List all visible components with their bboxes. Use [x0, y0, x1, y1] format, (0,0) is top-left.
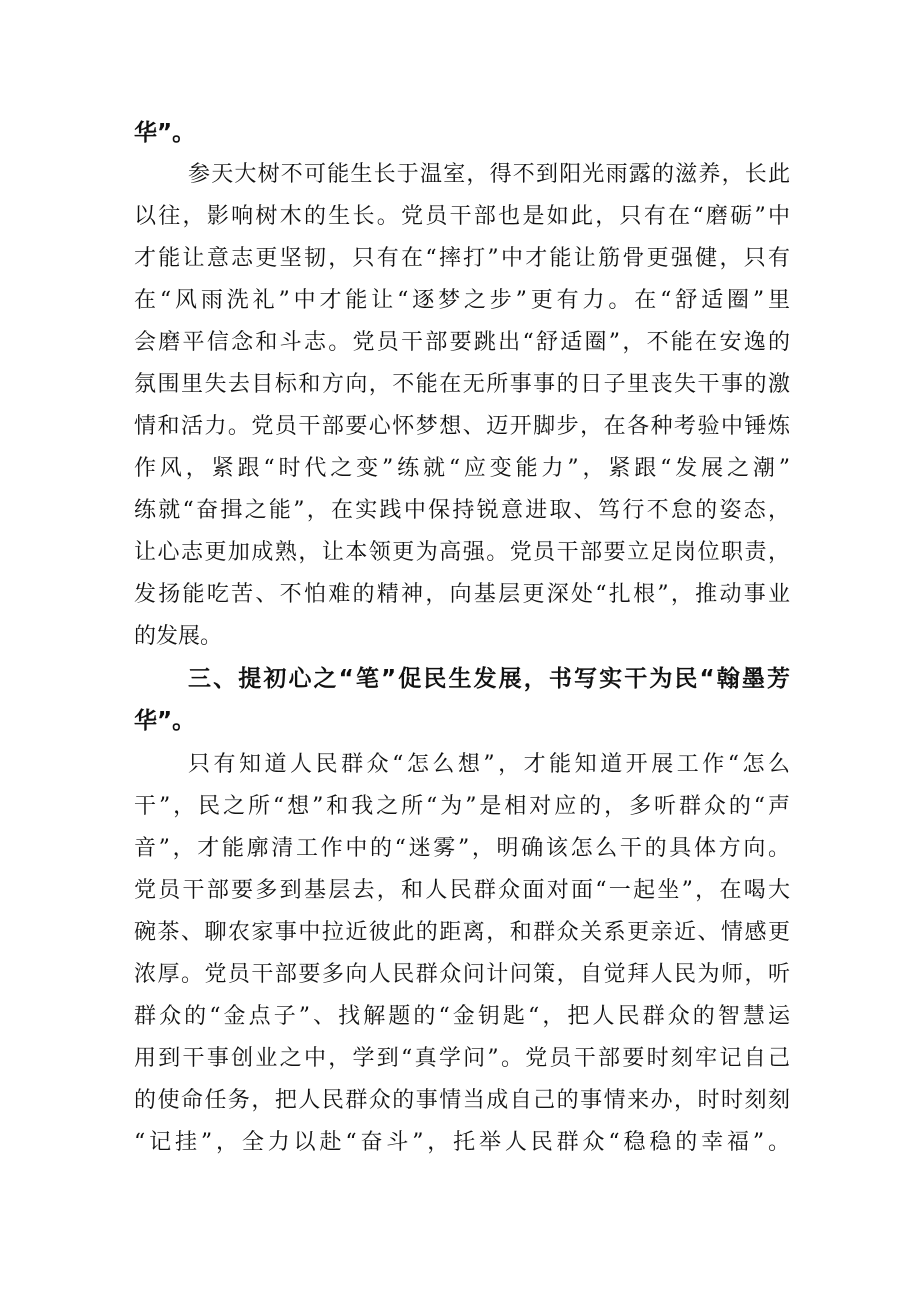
paragraph-line: “记挂”，全力以赴“奋斗”，托举人民群众“稳稳的幸福”。	[134, 1130, 790, 1155]
paragraph-line: 会磨平信念和斗志。党员干部要跳出“舒适圈”，不能在安逸的	[134, 330, 790, 355]
paragraph-line: 练就“奋揖之能”，在实践中保持锐意进取、笃行不怠的姿态，	[134, 498, 790, 523]
paragraph-line: 群众的“金点子”、找解题的“金钥匙“，把人民群众的智慧运	[134, 1004, 790, 1029]
paragraph-line: 只有知道人民群众“怎么想”，才能知道开展工作“怎么	[188, 752, 790, 777]
paragraph-line: 的使命任务，把人民群众的事情当成自己的事情来办，时时刻刻	[134, 1088, 790, 1113]
paragraph-line: 浓厚。党员干部要多向人民群众问计问策，自觉拜人民为师，听	[134, 962, 790, 987]
paragraph-line: 的发展。	[134, 624, 223, 649]
paragraph-line: 才能让意志更坚韧，只有在“摔打”中才能让筋骨更强健，只有	[134, 246, 790, 271]
heading-line: 三、提初心之“笔”促民生发展，书写实干为民“翰墨芳	[188, 666, 790, 692]
paragraph-line: 在“风雨洗礼”中才能让“逐梦之步”更有力。在“舒适圈”里	[134, 288, 790, 313]
paragraph-line: 情和活力。党员干部要心怀梦想、迈开脚步，在各种考验中锤炼	[134, 414, 790, 439]
paragraph-line: 干”，民之所“想”和我之所“为”是相对应的，多听群众的“声	[134, 794, 790, 819]
paragraph-line: 以往，影响树木的生长。党员干部也是如此，只有在“磨砺”中	[134, 204, 790, 229]
section-heading-tail: 华”。	[134, 120, 196, 146]
heading-line: 华”。	[134, 708, 196, 734]
paragraph-line: 参天大树不可能生长于温室，得不到阳光雨露的滋养，长此	[188, 162, 790, 187]
paragraph-line: 发扬能吃苦、不怕难的精神，向基层更深处“扎根”，推动事业	[134, 582, 790, 607]
paragraph-line: 氛围里失去目标和方向，不能在无所事事的日子里丧失干事的激	[134, 372, 790, 397]
paragraph-line: 党员干部要多到基层去，和人民群众面对面“一起坐”，在喝大	[134, 878, 790, 903]
paragraph-line: 作风，紧跟“时代之变”练就“应变能力”，紧跟“发展之潮”	[134, 456, 790, 481]
paragraph-line: 碗茶、聊农家事中拉近彼此的距离，和群众关系更亲近、情感更	[134, 920, 790, 945]
paragraph-line: 音”，才能廓清工作中的“迷雾”，明确该怎么干的具体方向。	[134, 836, 790, 861]
paragraph-line: 让心志更加成熟，让本领更为高强。党员干部要立足岗位职责，	[134, 540, 790, 565]
paragraph-line: 用到干事创业之中，学到“真学问”。党员干部要时刻牢记自己	[134, 1046, 790, 1071]
